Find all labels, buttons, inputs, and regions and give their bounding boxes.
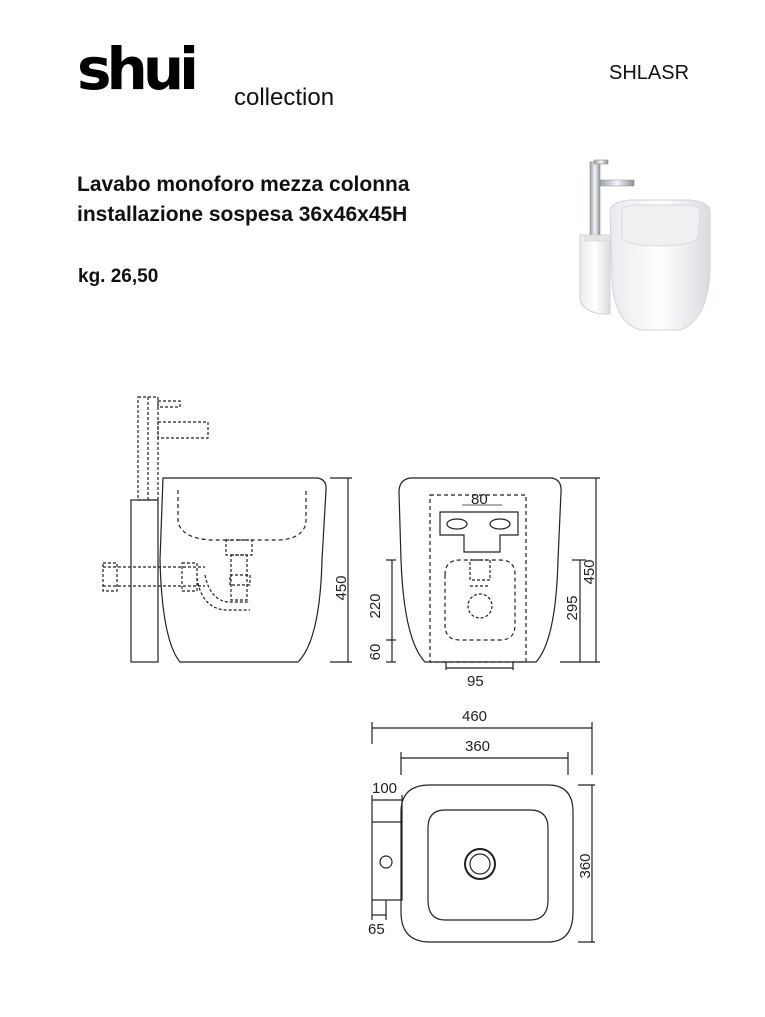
front-view: [386, 478, 600, 670]
dim-front-295: 295: [564, 595, 581, 621]
product-weight: kg. 26,50: [78, 266, 159, 287]
dim-front-80: 80: [471, 491, 488, 508]
brand-logo: shui: [77, 35, 194, 103]
title-line-1: Lavabo monoforo mezza colonna: [77, 173, 410, 196]
dim-front-60: 60: [367, 643, 384, 661]
dim-front-220: 220: [367, 593, 384, 619]
dim-top-65-label: 65: [368, 921, 385, 938]
dim-top-360-width: 360: [465, 738, 491, 755]
dim-top-460: 460: [462, 708, 488, 725]
collection-label: collection: [234, 84, 335, 111]
title-line-2: installazione sospesa 36x46x45H: [77, 203, 408, 226]
product-code: SHLASR: [609, 62, 690, 84]
dim-top-360-depth: 360: [577, 853, 594, 879]
dim-top-100: 100: [372, 780, 398, 797]
side-view: [103, 397, 352, 662]
top-view: [372, 722, 595, 942]
dim-front-95: 95: [467, 673, 484, 690]
dim-side-450: 450: [333, 575, 350, 601]
dim-front-450: 450: [581, 559, 598, 585]
